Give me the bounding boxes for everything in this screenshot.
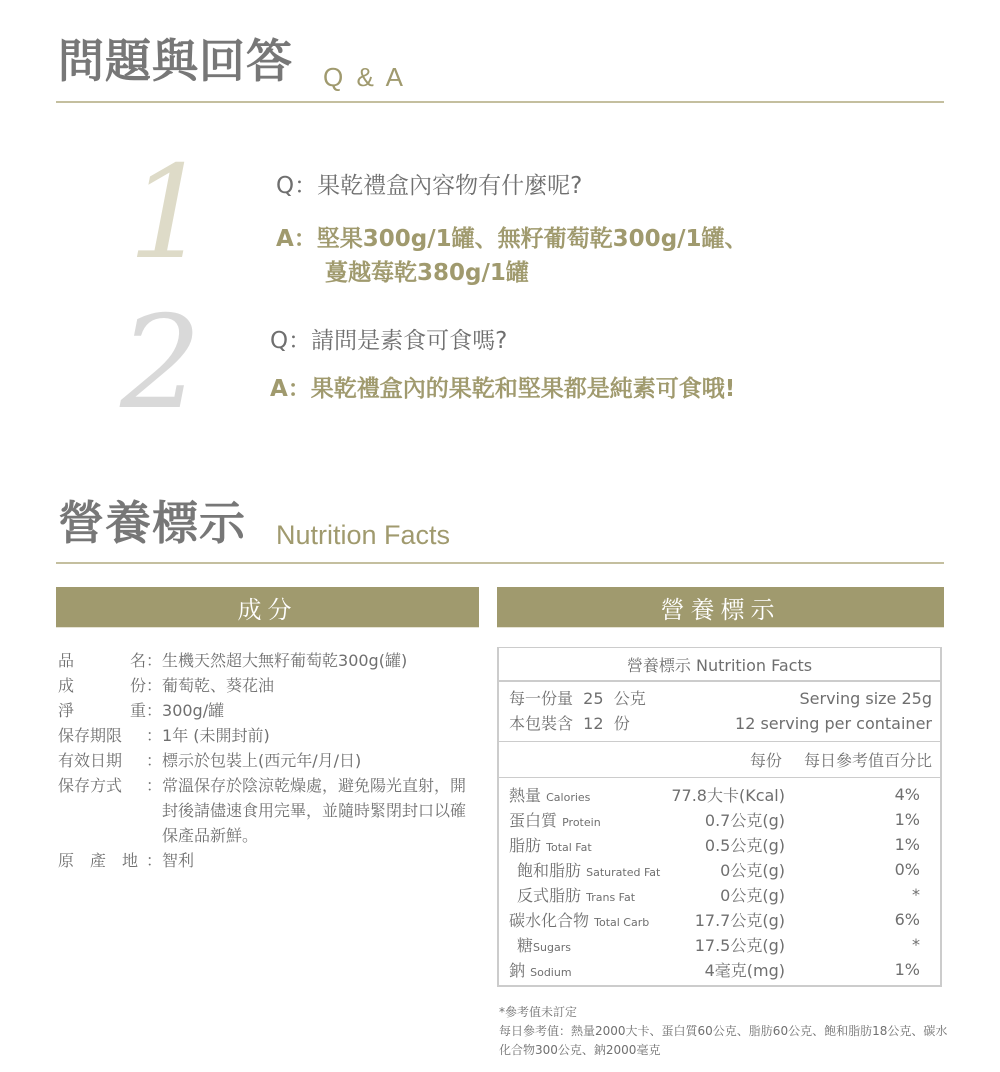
nutrient-daily-value: 0%	[894, 860, 920, 879]
nutrient-row-calories	[499, 782, 940, 807]
nutrition-table-title: 營養標示 Nutrition Facts	[499, 648, 940, 682]
ingredient-row-storage	[58, 773, 478, 848]
ingredient-value: 生機天然超大無籽葡萄乾300g(罐)	[162, 651, 408, 670]
ingredient-label: 成 份	[58, 676, 146, 695]
qa-number-1: 1	[128, 139, 210, 288]
qa-answer-2: A：果乾禮盒內的果乾和堅果都是純素可食哦!	[270, 376, 736, 402]
qa-section-title: 問題與回答	[58, 34, 293, 88]
nutrient-amount: 4毫克(mg)	[704, 961, 785, 980]
nutrient-name: 鈉 Sodium	[509, 961, 572, 980]
colon: ：	[146, 751, 163, 770]
nutrient-name: 蛋白質 Protein	[509, 811, 601, 830]
nutrition-section-subtitle: Nutrition Facts	[276, 520, 451, 550]
nutrient-name: 脂肪 Total Fat	[509, 836, 592, 855]
nutrient-name: 飽和脂肪 Saturated Fat	[517, 861, 661, 880]
nutrient-name: 糖Sugars	[517, 936, 571, 955]
ingredient-label: 保存方式	[58, 776, 123, 795]
nutrition-facts-table	[497, 647, 942, 987]
column-header: 每份 每日參考值百分比	[499, 742, 940, 778]
nutrient-daily-value: *	[912, 935, 920, 954]
serving-size-row	[509, 686, 932, 711]
nutrient-row-sugars	[499, 932, 940, 957]
serving-info	[499, 686, 940, 742]
qa-question-1: Q：果乾禮盒內容物有什麼呢?	[276, 173, 583, 199]
qa-answer-1-line1: A：堅果300g/1罐、無籽葡萄乾300g/1罐、	[276, 226, 748, 252]
ingredient-label: 原 產 地	[58, 851, 138, 870]
ingredient-value: 葡萄乾、葵花油	[162, 676, 275, 695]
ingredient-row-ingredients	[58, 673, 478, 698]
ingredient-value: 常溫保存於陰涼乾燥處，避免陽光直射，開封後請儘速食用完畢，並隨時緊閉封口以確保產品新鮮。	[162, 776, 467, 845]
serving-size-en: Serving size 25g	[799, 689, 932, 708]
colon: ：	[146, 851, 163, 870]
nutrient-amount: 0公克(g)	[720, 861, 785, 880]
nutrient-name: 反式脂肪 Trans Fat	[517, 886, 636, 905]
nutrient-daily-value: 1%	[894, 960, 920, 979]
nutrition-section-title: 營養標示	[58, 496, 246, 550]
qa-divider	[56, 101, 944, 103]
qa-section-subtitle: Q & A	[323, 62, 406, 92]
ingredient-row-origin	[58, 848, 478, 873]
nutrient-row-total-carb	[499, 907, 940, 932]
colon: ：	[146, 676, 163, 695]
colon: ：	[146, 701, 163, 720]
footnote-not-set: *參考值未訂定	[499, 1005, 578, 1019]
nutrient-daily-value: 1%	[894, 810, 920, 829]
nutrient-amount: 77.8大卡(Kcal)	[671, 786, 785, 805]
nutrient-row-trans-fat	[499, 882, 940, 907]
servings-per-container-row	[509, 711, 932, 736]
nutrient-amount: 0.5公克(g)	[704, 836, 785, 855]
nutrition-bar: 營養標示	[497, 587, 944, 628]
nutrient-amount: 0公克(g)	[720, 886, 785, 905]
nutrient-row-total-fat	[499, 832, 940, 857]
nutrition-divider	[56, 562, 944, 564]
ingredient-label: 淨 重	[58, 701, 146, 720]
nutrient-amount: 17.5公克(g)	[694, 936, 785, 955]
ingredient-row-shelf-life	[58, 723, 478, 748]
nutrient-daily-value: 4%	[894, 785, 920, 804]
nutrition-footnote	[499, 1003, 959, 1060]
footnote-daily-reference: 每日參考值：熱量2000大卡、蛋白質60公克、脂肪60公克、飽和脂肪18公克、碳水化合物300公克、鈉2000毫克	[499, 1024, 948, 1057]
ingredients-bar: 成分	[56, 587, 479, 628]
ingredient-label: 保存期限	[58, 726, 123, 745]
qa-question-2: Q：請問是素食可食嗎?	[270, 328, 508, 354]
ingredient-label: 有效日期	[58, 751, 123, 770]
ingredient-value: 1年 (未開封前)	[162, 726, 270, 745]
nutrient-rows	[499, 778, 940, 982]
nutrient-amount: 17.7公克(g)	[694, 911, 785, 930]
nutrient-name: 碳水化合物 Total Carb	[509, 911, 650, 930]
ingredient-row-expiry	[58, 748, 478, 773]
ingredient-label: 品 名	[58, 651, 146, 670]
qa-number-2: 2	[120, 289, 202, 438]
qa-answer-1	[276, 222, 748, 290]
ingredient-value: 300g/罐	[162, 701, 225, 720]
ingredient-row-net-weight	[58, 698, 478, 723]
ingredient-value: 智利	[162, 851, 195, 870]
nutrient-daily-value: 6%	[894, 910, 920, 929]
serving-size-zh: 每一份量 25 公克	[509, 689, 646, 708]
nutrient-row-sodium	[499, 957, 940, 982]
colon: ：	[146, 651, 163, 670]
servings-en: 12 serving per container	[735, 714, 932, 733]
nutrient-row-saturated-fat	[499, 857, 940, 882]
nutrient-daily-value: 1%	[894, 835, 920, 854]
nutrient-amount: 0.7公克(g)	[704, 811, 785, 830]
qa-answer-1-line2: 蔓越莓乾380g/1罐	[325, 260, 529, 286]
nutrient-name: 熱量 Calories	[509, 786, 591, 805]
nutrient-daily-value: *	[912, 885, 920, 904]
servings-zh: 本包裝含 12 份	[509, 714, 630, 733]
ingredients-list	[58, 648, 478, 873]
colon: ：	[146, 726, 163, 745]
colon: ：	[146, 776, 163, 795]
ingredient-value: 標示於包裝上(西元年/月/日)	[162, 751, 362, 770]
ingredient-row-name	[58, 648, 478, 673]
nutrient-row-protein	[499, 807, 940, 832]
